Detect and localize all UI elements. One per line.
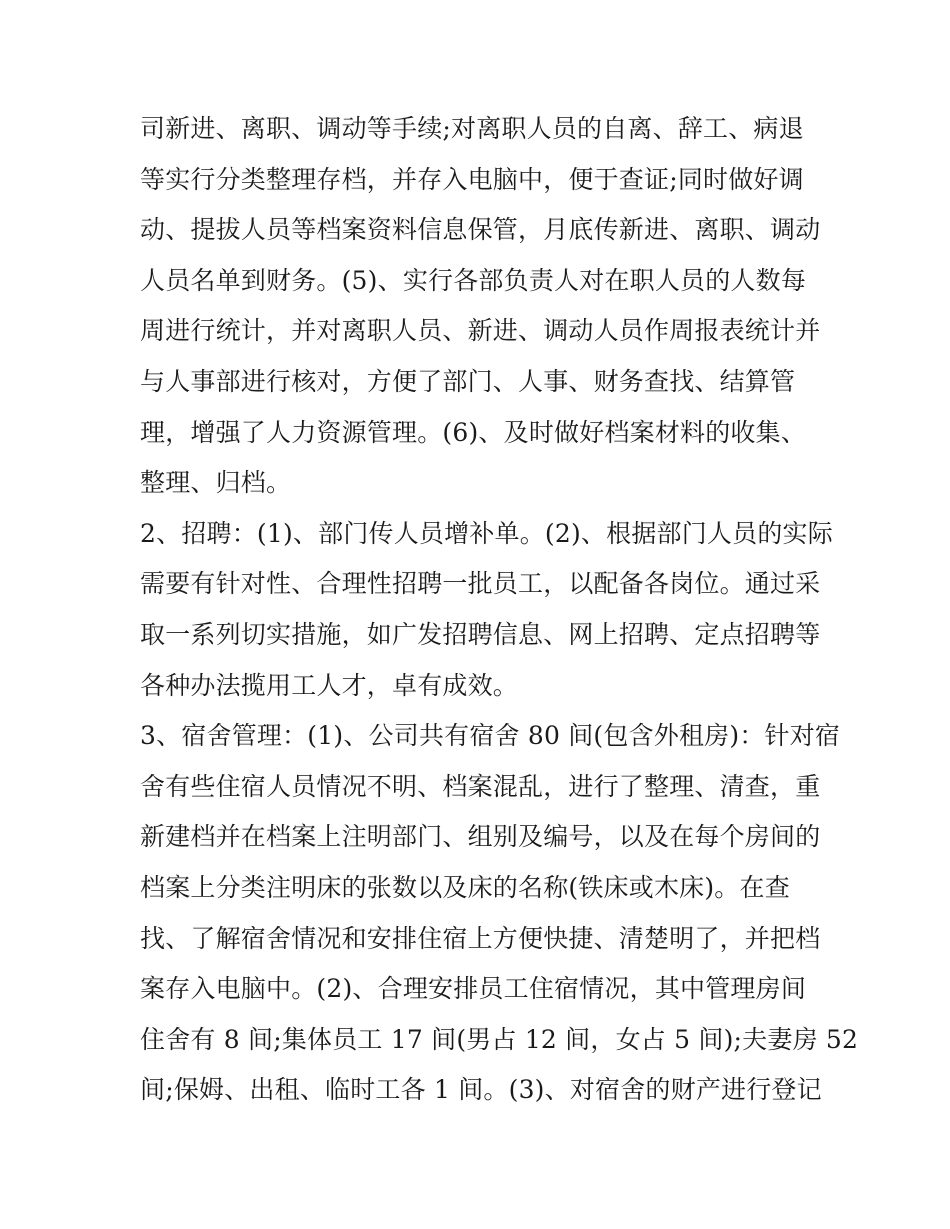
text-line: 档案上分类注明床的张数以及床的名称(铁床或木床)。在查 — [140, 872, 790, 902]
text-line: 舍有些住宿人员情况不明、档案混乱，进行了整理、清查，重 — [140, 771, 821, 801]
text-line: 案存入电脑中。(2)、合理安排员工住宿情况，其中管理房间 — [140, 974, 807, 1004]
text-line: 间;保姆、出租、临时工各 1 间。(3)、对宿舍的财产进行登记 — [140, 1075, 822, 1105]
text-line: 2、招聘：(1)、部门传人员增补单。(2)、根据部门人员的实际 — [140, 518, 833, 548]
text-line: 取一系列切实措施，如广发招聘信息、网上招聘、定点招聘等 — [140, 619, 821, 649]
text-line: 住舍有 8 间;集体员工 17 间(男占 12 间，女占 5 间);夫妻房 52 — [140, 1024, 859, 1054]
text-line: 各种办法揽用工人才，卓有成效。 — [140, 670, 519, 700]
body-text — [140, 104, 859, 1116]
text-line: 整理、归档。 — [140, 468, 292, 498]
text-line: 动、提拔人员等档案资料信息保管，月底传新进、离职、调动 — [140, 215, 821, 245]
text-line: 找、了解宿舍情况和安排住宿上方便快捷、清楚明了，并把档 — [140, 923, 821, 953]
text-line: 司新进、离职、调动等手续;对离职人员的自离、辞工、病退 — [140, 114, 804, 143]
text-line: 周进行统计，并对离职人员、新进、调动人员作周报表统计并 — [140, 316, 821, 346]
text-line: 3、宿舍管理：(1)、公司共有宿舍 80 间(包含外租房)：针对宿 — [140, 721, 841, 751]
text-line: 需要有针对性、合理性招聘一批员工，以配备各岗位。通过采 — [140, 569, 821, 599]
text-line: 新建档并在档案上注明部门、组别及编号，以及在每个房间的 — [140, 822, 821, 852]
text-line: 与人事部进行核对，方便了部门、人事、财务查找、结算管 — [140, 366, 796, 396]
text-line: 等实行分类整理存档，并存入电脑中，便于查证;同时做好调 — [140, 164, 804, 194]
text-line: 理，增强了人力资源管理。(6)、及时做好档案材料的收集、 — [140, 417, 807, 447]
text-line: 人员名单到财务。(5)、实行各部负责人对在职人员的人数每 — [140, 265, 807, 295]
